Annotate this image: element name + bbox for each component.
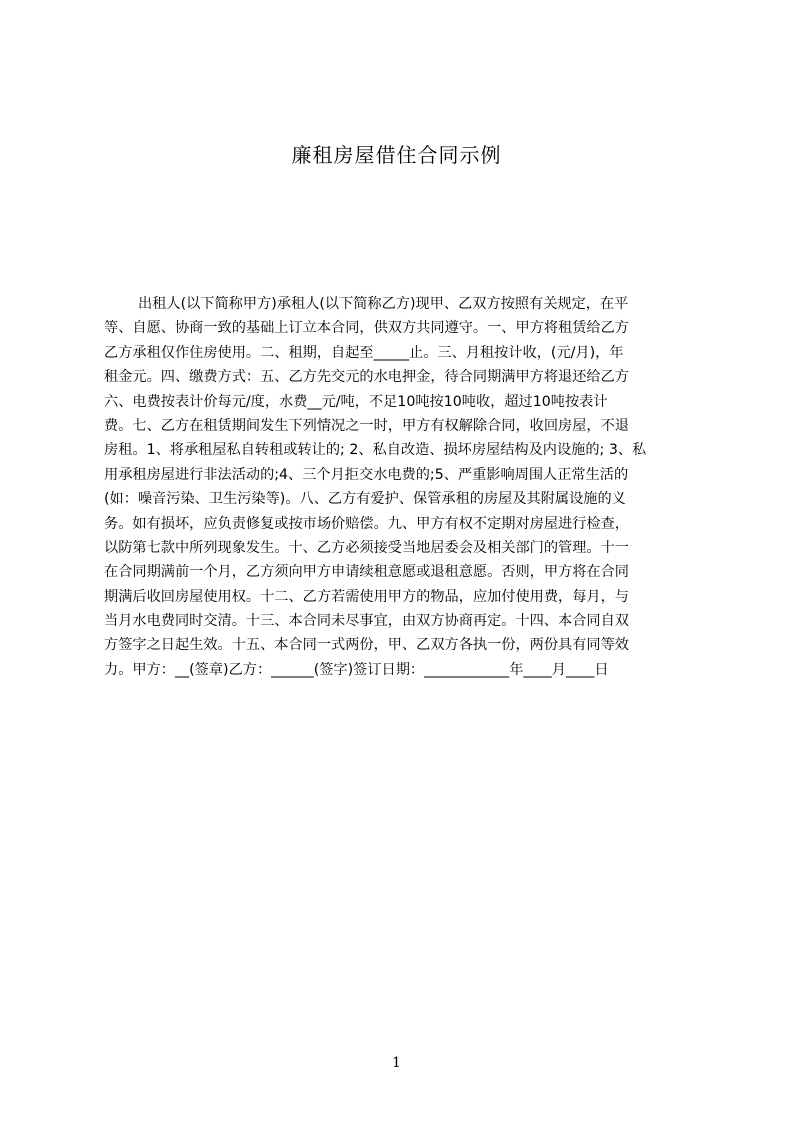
body-line: 方签字之日起生效。十五、本合同一式两份，甲、乙双方各执一份，两份具有同等效 <box>104 637 629 654</box>
body-line: 六、电费按表计价每元/度，水费__元/吨，不足10吨按10吨收，超过10吨按表计 <box>104 393 608 410</box>
body-line: 力。甲方：__(签章)乙方：______(签字)签订日期：____________年____月____日 <box>104 661 609 678</box>
body-line: (如：噪音污染、卫生污染等)。八、乙方有爱护、保管承租的房屋及其附属设施的义 <box>104 491 626 508</box>
body-line: 在合同期满前一个月，乙方须向甲方申请续租意愿或退租意愿。否则，甲方将在合同 <box>104 564 629 581</box>
body-line: 用承租房屋进行非法活动的;4、三个月拒交水电费的;5、严重影响周围人正常生活的 <box>104 466 629 483</box>
contract-body <box>104 292 700 682</box>
body-line: 乙方承租仅作住房使用。二、租期，自起至_____止。三、月租按计收，(元/月)，年 <box>104 344 624 361</box>
body-line: 房租。1、将承租屋私自转租或转让的; 2、私自改造、损坏房屋结构及内设施的; 3、私 <box>104 442 647 459</box>
page-number: 1 <box>392 1055 401 1071</box>
body-line: 以防第七款中所列现象发生。十、乙方必须接受当地居委会及相关部门的管理。十一 <box>104 539 629 556</box>
body-line: 期满后收回房屋使用权。十二、乙方若需使用甲方的物品，应加付使用费，每月，与 <box>104 588 629 605</box>
body-line: 务。如有损坏，应负责修复或按市场价赔偿。九、甲方有权不定期对房屋进行检查， <box>104 515 629 532</box>
body-line: 出租人(以下简称甲方)承租人(以下简称乙方)现甲、乙双方按照有关规定，在平 <box>138 296 629 312</box>
body-line: 租金元。四、缴费方式：五、乙方先交元的水电押金，待合同期满甲方将退还给乙方 <box>104 369 629 386</box>
body-line: 等、自愿、协商一致的基础上订立本合同，供双方共同遵守。一、甲方将租赁给乙方 <box>104 320 629 337</box>
body-line: 费。七、乙方在租赁期间发生下列情况之一时，甲方有权解除合同，收回房屋，不退 <box>104 417 629 434</box>
body-line: 当月水电费同时交清。十三、本合同未尽事宜，由双方协商再定。十四、本合同自双 <box>104 613 629 630</box>
document-title: 廉租房屋借住合同示例 <box>291 143 502 167</box>
